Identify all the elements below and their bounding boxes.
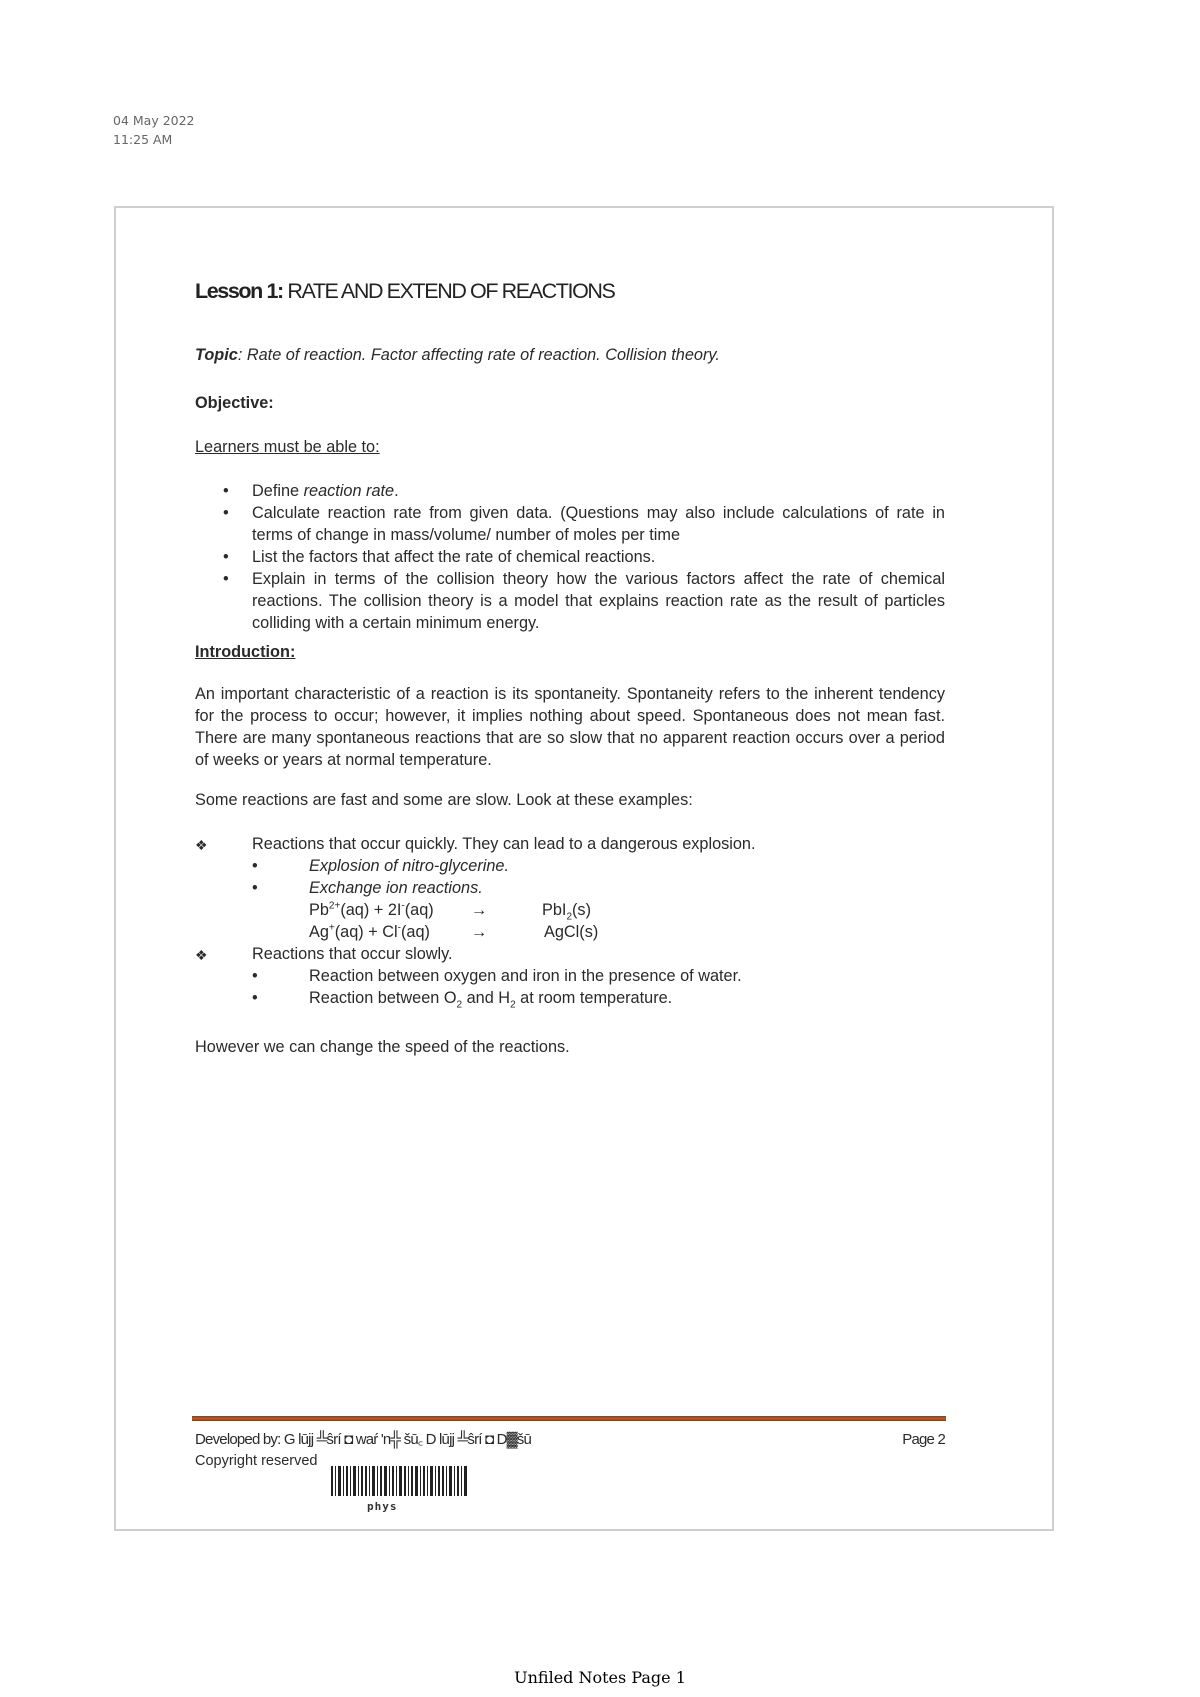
bullet-icon: •: [223, 570, 229, 588]
timestamp-date: 04 May 2022: [113, 113, 195, 128]
examples-intro: Some reactions are fast and some are slow. Look at these examples:: [195, 791, 693, 809]
page-number: Page 2: [902, 1431, 945, 1448]
lesson-title: [195, 280, 614, 302]
slow-reactions-heading: Reactions that occur slowly.: [252, 945, 453, 963]
fast-item-1: Explosion of nitro-glycerine.: [309, 857, 509, 875]
barcode-icon: [331, 1466, 469, 1506]
introduction-heading: Introduction:: [195, 643, 296, 661]
barcode-label: phys: [367, 1500, 398, 1513]
lesson-prefix: Lesson 1:: [195, 279, 283, 303]
topic-text: : Rate of reaction. Factor affecting rate of reaction. Collision theory.: [237, 346, 720, 364]
footer-rule: [192, 1416, 946, 1421]
objective-heading: Objective:: [195, 394, 274, 412]
timestamp-time: 11:25 AM: [113, 132, 173, 147]
equation-2: Ag+(aq) + Cl-(aq) → AgCl(s): [309, 922, 599, 941]
document-page: [114, 206, 1054, 1531]
fast-item-2: Exchange ion reactions.: [309, 879, 483, 897]
bullet-icon: •: [252, 857, 258, 875]
notebook-page-footer: Unfiled Notes Page 1: [514, 1668, 686, 1687]
timestamp: [113, 111, 195, 149]
topic-label: Topic: [195, 346, 238, 364]
learners-heading: Learners must be able to:: [195, 438, 380, 456]
bullet-icon: •: [252, 989, 258, 1007]
arrow-icon: →: [471, 923, 488, 941]
slow-item-2: Reaction between $O_2$ and $H_2$ at room temperature.: [309, 989, 673, 1011]
intro-paragraph: An important characteristic of a reaction is its spontaneity. Spontaneity refers to the inherent tendency for the process to occur; however, it implies nothing about speed. Spontaneous does not mean fast. There are many spontaneous reactions that are so slow that no apparent reaction occurs over a period of weeks or years at normal temperature.: [195, 685, 945, 769]
diamond-bullet-icon: ❖: [195, 837, 208, 853]
objective-item: • Define reaction rate.: [223, 482, 399, 500]
topic-line: [195, 344, 720, 366]
lesson-name: RATE AND EXTEND OF REACTIONS: [287, 279, 615, 303]
bullet-icon: •: [252, 967, 258, 985]
objectives-list: [195, 480, 945, 634]
objective-item: • List the factors that affect the rate of chemical reactions.: [223, 548, 656, 566]
arrow-icon: →: [471, 901, 488, 919]
bullet-icon: •: [223, 504, 229, 522]
bullet-icon: •: [223, 482, 229, 500]
bullet-icon: •: [223, 548, 229, 566]
equation-1: $Pb^{2+}(aq) + 2I^-(aq)$ → PbI$_2$(s): [309, 900, 591, 923]
bullet-icon: •: [252, 879, 258, 897]
objective-item: • Explain in terms of the collision theory how the various factors affect the rate of chemical reactions. The collision theory is a model that explains reaction rate as the result of particles colliding with a certain minimum energy.: [223, 570, 945, 632]
slow-item-1: Reaction between oxygen and iron in the presence of water.: [309, 967, 742, 985]
diamond-bullet-icon: ❖: [195, 947, 208, 963]
objective-item: • Calculate reaction rate from given data. (Questions may also include calculations of rate in terms of change in mass/volume/ number of moles per time: [223, 504, 945, 544]
copyright: Copyright reserved: [195, 1453, 318, 1469]
closing-sentence: However we can change the speed of the reactions.: [195, 1038, 570, 1056]
fast-reactions-heading: Reactions that occur quickly. They can lead to a dangerous explosion.: [252, 835, 756, 853]
developed-by: Developed by: G lūjj ╩ŝrí ◘ waŕ 'n╬ šū꜀ D lūjj ╩ŝrí ◘ D▓šū: [195, 1431, 532, 1448]
